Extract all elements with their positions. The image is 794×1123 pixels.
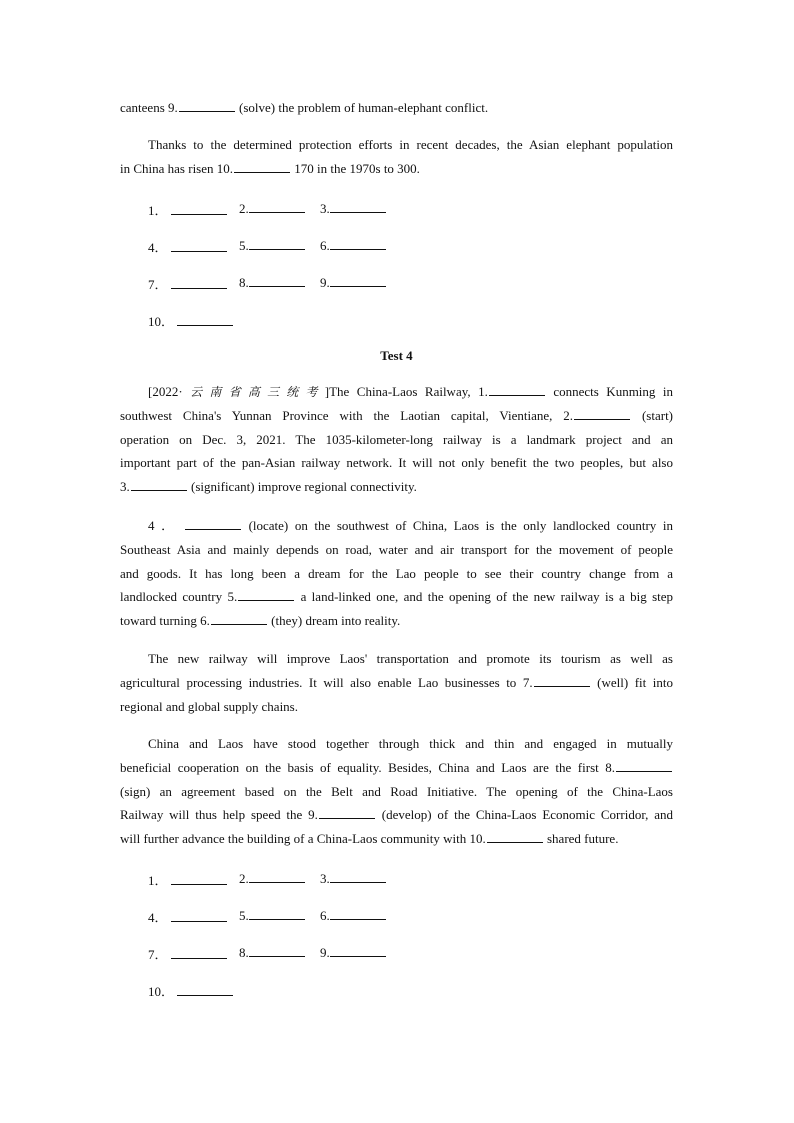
source-tag: [2022· 云南省高三统考 xyxy=(148,384,325,399)
answer-9[interactable]: 9. xyxy=(320,944,386,961)
answer-2[interactable]: 2. xyxy=(239,870,305,887)
answer-10[interactable]: 10． xyxy=(148,981,233,1000)
paragraph-laos-landlocked: 4 ． (locate) on the southwest of China, Laos is the only landlocked country in Southeast Asia and mainly depends on road, water and air transport for the movement of people and goods. It has long been a dream for the Lao people to see their country change from a landlocked country 5. a land-linked one, and the opening of the new railway is a big step toward turning 6. (they) dream into reality. xyxy=(120,518,674,629)
blank-7[interactable] xyxy=(534,674,590,687)
blank-10b[interactable] xyxy=(487,830,543,843)
blank-4[interactable] xyxy=(185,517,241,530)
blank-5[interactable] xyxy=(238,588,294,601)
paragraph-tourism: The new railway will improve Laos' transportation and promote its tourism as well as agricultural processing industries. It will also enable Lao businesses to 7. (well) fit into regional and global supply chains. xyxy=(120,651,673,714)
answer-10[interactable]: 10． xyxy=(148,311,233,330)
answer-1[interactable]: 1． xyxy=(148,200,227,219)
answer-6[interactable]: 6. xyxy=(320,907,386,924)
answer-3[interactable]: 3. xyxy=(320,200,386,217)
blank-9[interactable] xyxy=(179,99,235,112)
answer-4[interactable]: 4． xyxy=(148,237,227,256)
section-title-test-4: Test 4 xyxy=(380,348,413,363)
answer-4[interactable]: 4． xyxy=(148,907,227,926)
answer-2[interactable]: 2. xyxy=(239,200,305,217)
answer-6[interactable]: 6. xyxy=(320,237,386,254)
blank-2[interactable] xyxy=(574,407,630,420)
blank-6[interactable] xyxy=(211,612,267,625)
blank-3[interactable] xyxy=(131,478,187,491)
blank-10[interactable] xyxy=(234,160,290,173)
answer-8[interactable]: 8. xyxy=(239,274,305,291)
answer-5[interactable]: 5. xyxy=(239,237,305,254)
blank-8[interactable] xyxy=(616,759,672,772)
answer-3[interactable]: 3. xyxy=(320,870,386,887)
paragraph-cooperation: China and Laos have stood together through thick and thin and engaged in mutually beneficial cooperation on the basis of equality. Besides, China and Laos are the first 8. (sign) an agreement based on the Belt and Road Initiative. The opening of the China-Laos Railway will thus help speed the 9. (develop) of the China-Laos Economic Corridor, and will further advance the building of a China-Laos community with 10. shared future. xyxy=(120,736,674,847)
answer-9[interactable]: 9. xyxy=(320,274,386,291)
answer-7[interactable]: 7． xyxy=(148,944,227,963)
prev-paragraph-elephant-population: Thanks to the determined protection efforts in recent decades, the Asian elephant population in China has risen 10. 170 in the 1970s to 300. xyxy=(120,137,673,176)
blank-1[interactable] xyxy=(489,383,545,396)
answer-1[interactable]: 1． xyxy=(148,870,227,889)
answer-8[interactable]: 8. xyxy=(239,944,305,961)
blank-9b[interactable] xyxy=(319,806,375,819)
answer-5[interactable]: 5. xyxy=(239,907,305,924)
prev-paragraph-tail: canteens 9. (solve) the problem of human-elephant conflict. xyxy=(120,100,489,115)
paragraph-china-laos-railway: [2022· 云南省高三统考]The China-Laos Railway, 1. connects Kunming in southwest China's Yunnan Province with the Laotian capital, Vientiane, 2. (start) operation on Dec. 3, 2021. The 1035-kilometer-long railway is a landmark project and an important part of the pan-Asian railway network. It will not only benefit the two peoples, but also 3. (significant) improve regional connectivity. xyxy=(120,384,674,495)
answer-7[interactable]: 7． xyxy=(148,274,227,293)
